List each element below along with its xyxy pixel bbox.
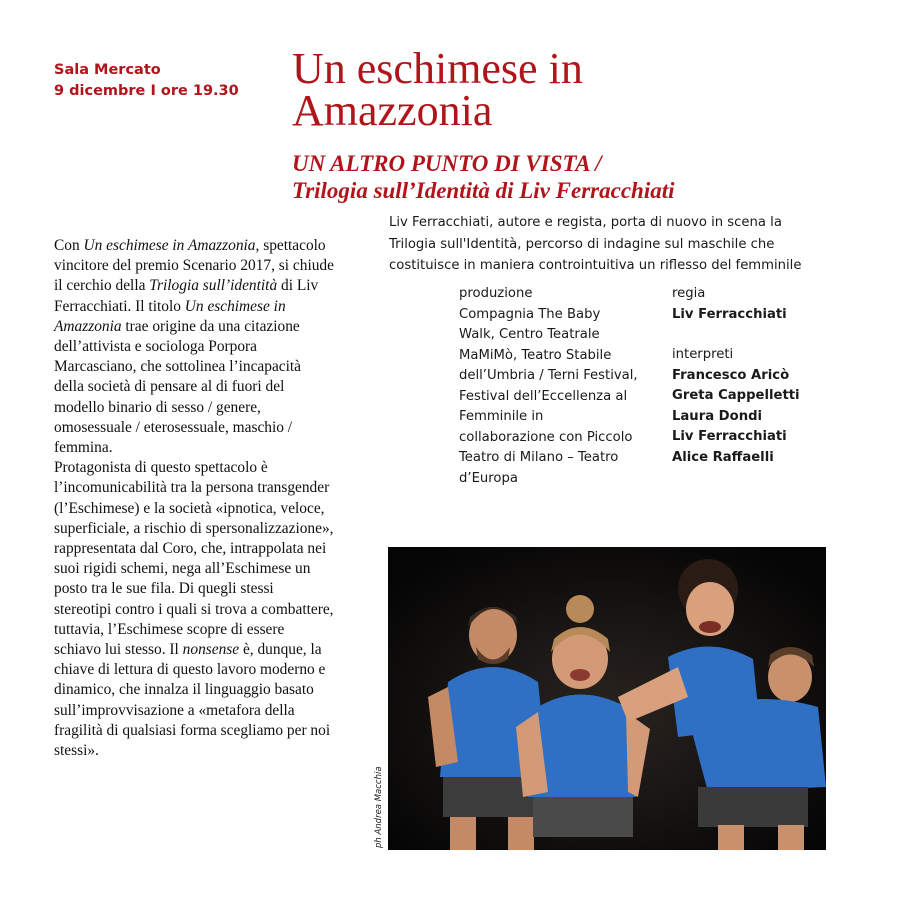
stage-photo [388,547,826,850]
text-run: di Liv Ferracchiati. Il titolo [54,277,319,315]
photo-credit-text: ph Andrea Macchia [374,766,384,848]
production-text: Compagnia The Baby Walk, Centro Teatrale MaMiMò, Teatro Stabile dell’Umbria / Terni Festival, Festival dell’Eccellenza al Femminile in collaborazione con Piccolo Teatro di Milano – Teatro d’Europa [459,306,638,486]
venue-datetime: 9 dicembre I ore 19.30 [54,83,239,99]
body-text [54,236,334,761]
production-label: produzione [459,286,533,301]
italic-trilogy: Trilogia sull’identità [149,277,278,295]
text-run: , spettacolo vincitore del premio Scenario 2017, si chiude il cerchio della [54,237,334,295]
photo-credit [372,760,388,850]
text-run: Con [54,237,84,254]
show-title: Un eschimese in Amazzonia [292,44,583,135]
italic-title: Un eschimese in Amazzonia [83,237,256,254]
production-credits [459,284,639,489]
italic-nonsense: nonsense [182,641,240,659]
performers-illustration [388,547,826,850]
text-run: Protagonista di questo spettacolo è l’incomunicabilità tra la persona transgender (l’Eschimese) e la società «ipnotica, veloce, superficiale, a rischio di spersonalizzazione», rappresentata dal Coro, che, intrappolata nei suoi rigidi schemi, nega all’Eschimese un posto tra le sue fila. Di quegli stessi stereotipi contro i quali si trova a combattere, tuttavia, l’Eschimese scopre di essere schiavo lui stesso. Il [54,459,334,659]
show-subtitle [292,150,675,204]
lead-paragraph: Liv Ferracchiati, autore e regista, porta di nuovo in scena la Trilogia sull'Identità, percorso di indagine sul maschile che costituisce in maniera controintuitiva un riflesso del femminile [389,215,802,273]
subtitle-line-1: UN ALTRO PUNTO DI VISTA / [292,151,602,176]
text-run: è, dunque, la chiave di lettura di questo lavoro moderno e dinamico, che innalza il linguaggio basato sull’improvvisazione a «metafora della fragilità di qualsiasi forma scegliamo per noi stessi». [54,641,331,760]
subtitle-line-2: Trilogia sull’Identità di Liv Ferracchiati [292,178,675,203]
text-run: trae origine da una citazione dell’attivista e sociologa Porpora Marcasciano, che sottolinea l’incapacità della società di pensare al di fuori del modello binario di sesso / genere, omosessuale / eterosessuale, maschio / femmina. [54,317,301,457]
cast-name: Greta Cappelletti [672,388,800,403]
cast-name: Alice Raffaelli [672,449,774,465]
cast-name: Liv Ferracchiati [672,429,787,444]
direction-label: regia [672,286,706,301]
director-name: Liv Ferracchiati [672,306,787,322]
venue-info [54,60,239,102]
cast-credits [672,284,872,468]
italic-title: Un eschimese in Amazzonia [54,297,286,335]
body-paragraph-1 [54,236,334,458]
cast-label: interpreti [672,347,734,362]
body-paragraph-2 [54,458,334,761]
cast-name: Laura Dondi [672,408,763,424]
venue-hall: Sala Mercato [54,62,161,78]
cast-name: Francesco Aricò [672,367,790,383]
